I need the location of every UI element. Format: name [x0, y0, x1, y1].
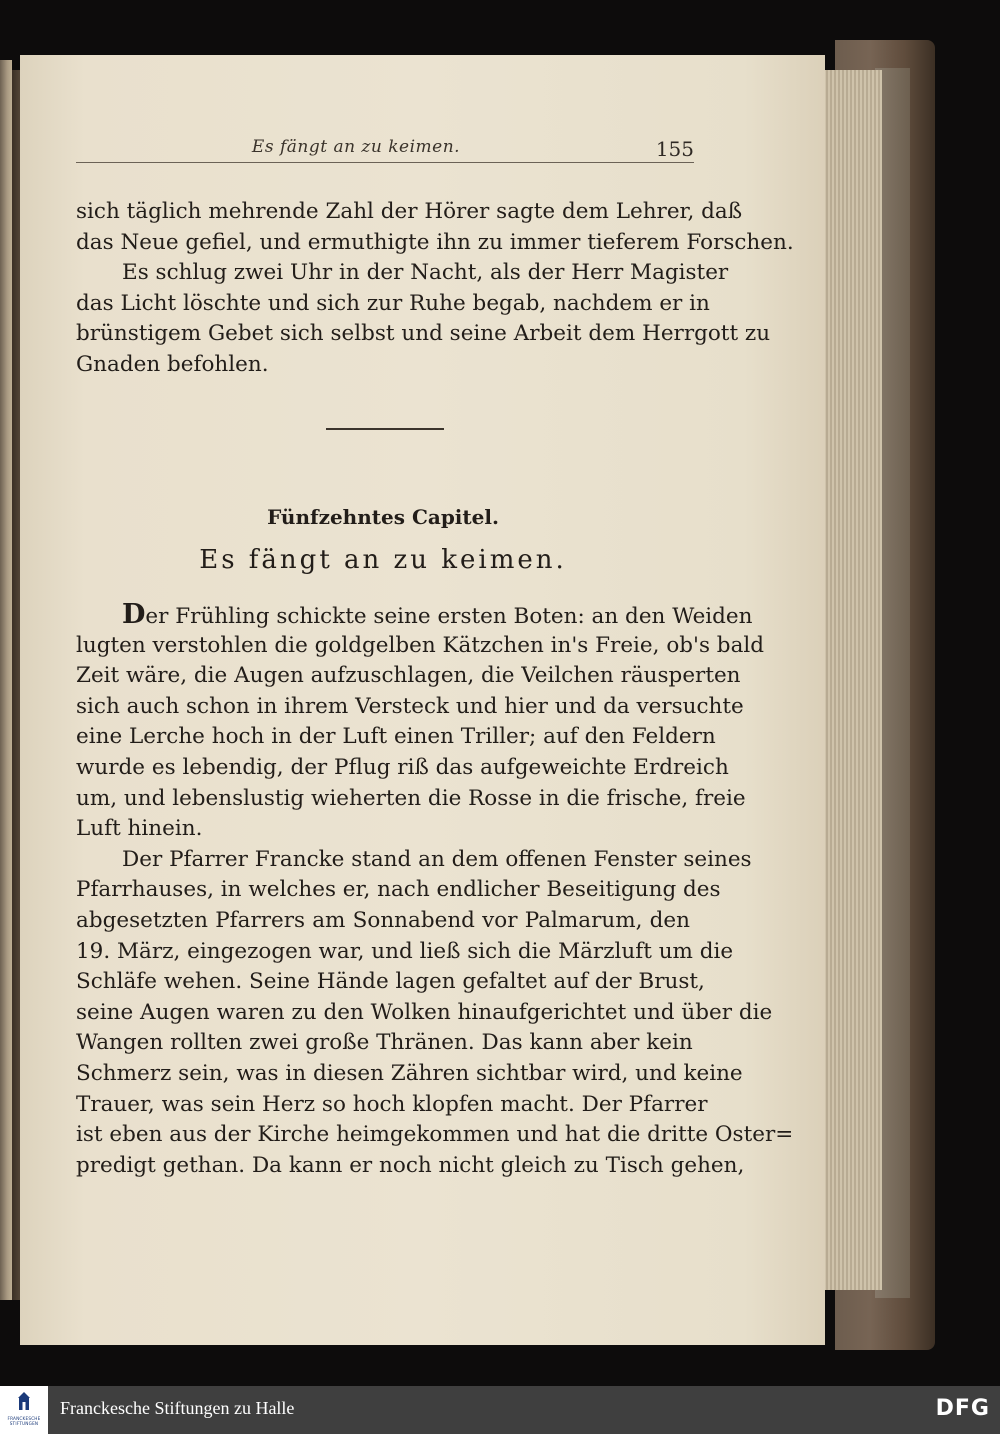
running-head-title: Es fängt an zu keimen. — [251, 137, 461, 157]
text-line: das Licht löschte und sich zur Ruhe begab, nachdem er in — [76, 290, 710, 316]
text-block-upper — [76, 197, 794, 381]
page-content — [76, 55, 794, 1345]
text-line: Gnaden befohlen. — [76, 351, 269, 377]
text-line: Es schlug zwei Uhr in der Nacht, als der Herr Magister — [122, 260, 729, 286]
institution-link[interactable]: Franckesche Stiftungen zu Halle — [60, 1398, 295, 1418]
text-block-lower — [76, 599, 794, 1181]
text-line: abgesetzten Pfarrers am Sonnabend vor Palmarum, den — [76, 907, 690, 933]
left-page-edge — [0, 60, 12, 1300]
logo-caption — [2, 1416, 46, 1426]
text-line: lugten verstohlen die goldgelben Kätzchen in's Freie, ob's bald — [76, 632, 765, 658]
text-line: ist eben aus der Kirche heimgekommen und hat die dritte Oster= — [76, 1122, 794, 1148]
text-line: Trauer, was sein Herz so hoch klopfen macht. Der Pfarrer — [76, 1091, 708, 1117]
logo-caption-line: STIFTUNGEN — [9, 1421, 39, 1426]
text-line: sich auch schon in ihrem Versteck und hier und da versuchte — [76, 693, 744, 719]
text-line: Pfarrhauses, in welches er, nach endlicher Beseitigung des — [76, 877, 721, 903]
text-line: 19. März, eingezogen war, und ließ sich die Märzluft um die — [76, 938, 734, 964]
text-line: Schmerz sein, was in diesen Zähren sichtbar wird, und keine — [76, 1060, 743, 1086]
text-line: eine Lerche hoch in der Luft einen Triller; auf den Feldern — [76, 724, 716, 750]
text-line: Zeit wäre, die Augen aufzuschlagen, die Veilchen räusperten — [76, 663, 741, 689]
section-divider — [326, 428, 444, 430]
text-line: Wangen rollten zwei große Thränen. Das kann aber kein — [76, 1030, 693, 1056]
logo-caption-line: FRANCKESCHE — [7, 1416, 41, 1421]
header-rule — [76, 162, 694, 163]
running-head — [76, 137, 716, 171]
text-line: sich täglich mehrende Zahl der Hörer sagte dem Lehrer, daß — [76, 199, 743, 224]
text-line: Der Pfarrer Francke stand an dem offenen Fenster seines — [122, 846, 752, 872]
drop-cap: D — [122, 599, 146, 630]
text-line: das Neue gefiel, und ermuthigte ihn zu immer tieferem Forschen. — [76, 229, 794, 255]
page-number: 155 — [655, 137, 694, 161]
chapter-label: Fünfzehntes Capitel. — [267, 505, 499, 529]
footer-bar — [0, 1386, 1000, 1434]
book-page — [20, 55, 825, 1345]
franckesche-logo[interactable] — [0, 1386, 48, 1434]
page-stack-edges — [820, 70, 882, 1290]
text-line: brünstigem Gebet sich selbst und seine Arbeit dem Herrgott zu — [76, 321, 771, 347]
text-line: Schläfe wehen. Seine Hände lagen gefaltet auf der Brust, — [76, 969, 705, 995]
franckesche-emblem-icon — [16, 1392, 32, 1412]
text-line: Luft hinein. — [76, 816, 203, 842]
chapter-title: Es fängt an zu keimen. — [199, 545, 567, 575]
text-line: um, und lebenslustig wieherten die Rosse in die frische, freie — [76, 785, 746, 811]
text-line: wurde es lebendig, der Pflug riß das aufgeweichte Erdreich — [76, 754, 729, 780]
dfg-logo[interactable]: DFG — [935, 1396, 990, 1421]
text-line: predigt gethan. Da kann er noch nicht gleich zu Tisch gehen, — [76, 1152, 745, 1178]
text-line-rest: er Frühling schickte seine ersten Boten: an den Weiden — [145, 604, 753, 629]
text-line — [76, 599, 753, 631]
text-line: seine Augen waren zu den Wolken hinaufgerichtet und über die — [76, 999, 773, 1025]
